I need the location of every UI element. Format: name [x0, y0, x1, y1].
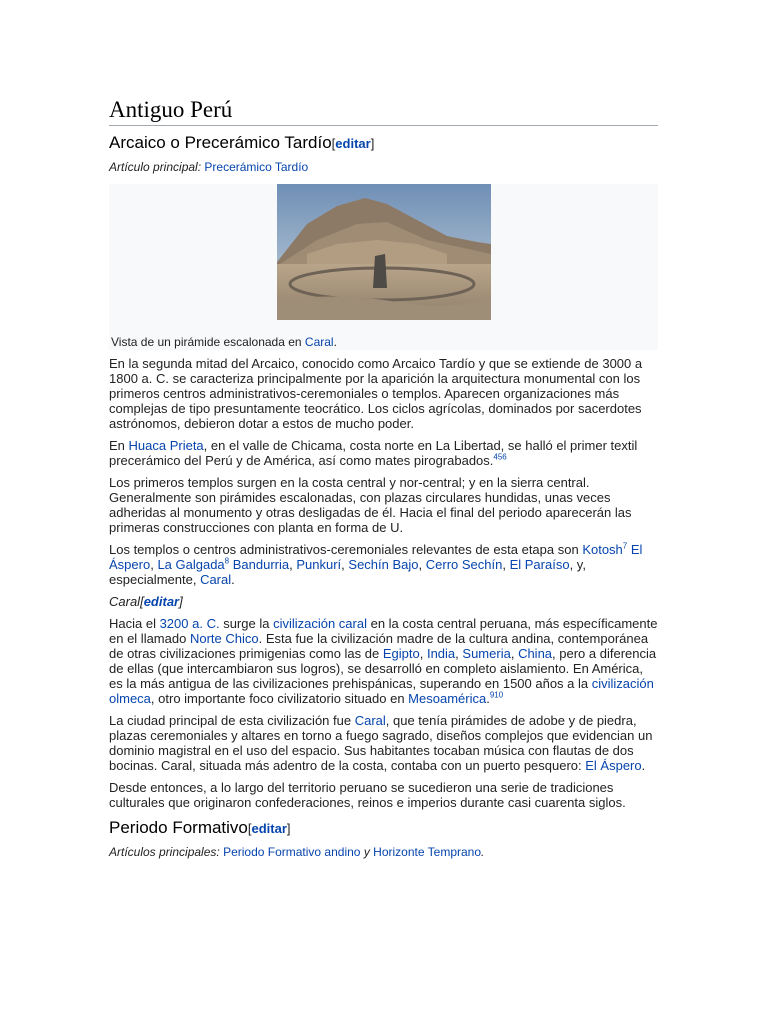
link-mesoamerica[interactable]: Mesoamérica — [408, 691, 487, 706]
section-heading-text: Arcaico o Precerámico Tardío — [109, 133, 332, 152]
edit-link[interactable]: editar — [143, 594, 180, 609]
link-caral[interactable]: Caral — [354, 713, 386, 728]
edit-section-link: [editar] — [140, 594, 183, 609]
link-punkuri[interactable]: Punkurí — [296, 557, 342, 572]
image-caption: Vista de un pirámide escalonada en Caral. — [111, 335, 337, 349]
reference-superscript[interactable]: 910 — [489, 690, 504, 700]
paragraph-6: La ciudad principal de esta civilización fue Caral, que tenía pirámides de adobe y de piedra, plazas ceremoniales y altares en torno a fuego sagrado, diseños complejos que evidencian un dominio magistral en el uso del espacio. Sus habitantes tocaban música con flautas de dos bocinas. Caral, situada más adentro de la costa, contaba con un puerto pesquero: El Áspero. — [109, 713, 653, 773]
page-title: Antiguo Perú — [109, 96, 658, 126]
link-horizonte-temprano[interactable]: Horizonte Temprano — [373, 845, 482, 859]
link-norte-chico[interactable]: Norte Chico — [189, 631, 259, 646]
subheading-caral: Caral[editar] — [109, 594, 183, 609]
edit-section-link: [editar] — [331, 136, 375, 151]
paragraph-4: Los templos o centros administrativos-ceremoniales relevantes de esta etapa son Kotosh$^7$ El Áspero, La Galgada$^8$ Bandurria, Punkurí, Sechín Bajo, Cerro Sechín, El Paraíso, y, especialmente, Caral. — [109, 541, 643, 587]
reference-superscript[interactable]: 8 — [224, 556, 230, 566]
link-civilizacion-olmeca[interactable]: civilización olmeca — [109, 676, 654, 706]
reference-superscript[interactable]: 7 — [622, 541, 628, 551]
link-china[interactable]: China — [518, 646, 553, 661]
link-india[interactable]: India — [426, 646, 456, 661]
link-sechin-bajo[interactable]: Sechín Bajo — [348, 557, 419, 572]
caption-link-caral[interactable]: Caral — [304, 335, 334, 349]
paragraph-1: En la segunda mitad del Arcaico, conocido como Arcaico Tardío y que se extiende de 3000 a 1800 a. C. se caracteriza principalmente por la aparición la arquitectura monumental con los primeros centros administrativos-ceremoniales o templos. Aparecen organizaciones más complejas de tipo presuntamente teocrático. Los ciclos agrícolas, dominados por sacerdotes astrónomos, debieron dotar a estos de mucho poder. — [109, 356, 643, 431]
link-3200-ac[interactable]: 3200 a. C. — [159, 616, 220, 631]
reference-superscript[interactable]: 456 — [493, 452, 507, 462]
link-huaca-prieta[interactable]: Huaca Prieta — [128, 438, 204, 453]
section-heading-formativo — [109, 817, 658, 840]
link-bandurria[interactable]: Bandurria — [232, 557, 290, 572]
link-periodo-formativo-andino[interactable]: Periodo Formativo andino — [223, 845, 361, 859]
link-el-aspero[interactable]: El Áspero — [585, 758, 642, 773]
link-sumeria[interactable]: Sumeria — [462, 646, 511, 661]
edit-link[interactable]: editar — [335, 136, 371, 151]
link-caral[interactable]: Caral — [200, 572, 232, 587]
paragraph-3: Los primeros templos surgen en la costa central y nor-central; y en la sierra central. Generalmente son pirámides escalonadas, con plazas circulares hundidas, unas veces adheridas al monumento y otras desligadas de él. Hacia el final del periodo aparecerán las primeras construcciones con planta en forma de U. — [109, 475, 632, 535]
link-el-paraiso[interactable]: El Paraíso — [509, 557, 570, 572]
thumbnail-figure — [109, 184, 658, 350]
hatnote-main-article: Artículo principal: Precerámico Tardío — [109, 160, 309, 174]
section-heading-text: Periodo Formativo — [109, 818, 248, 837]
link-cerro-sechin[interactable]: Cerro Sechín — [425, 557, 503, 572]
caral-pyramid-image[interactable] — [277, 184, 491, 320]
link-egipto[interactable]: Egipto — [382, 646, 420, 661]
link-la-galgada[interactable]: La Galgada — [157, 557, 225, 572]
edit-link[interactable]: editar — [251, 821, 287, 836]
paragraph-5: Hacia el 3200 a. C. surge la civilización caral en la costa central peruana, más específicamente en el llamado Norte Chico. Esta fue la civilización madre de la cultura andina, contemporánea de otras civilizaciones primigenias como las de Egipto, India, Sumeria, China, pero a diferencia de ellas (que intercambiaron sus logros), se desarrolló en completo aislamiento. En América, es la más antigua de las civilizaciones prehispánicas, superando en 1500 años a la civilización olmeca, otro importante foco civilizatorio situado en Mesoamérica.$^{910}$ — [109, 616, 658, 706]
paragraph-2: En Huaca Prieta, en el valle de Chicama, costa norte en La Libertad, se halló el primer textil precerámico del Perú y de América, así como mates pirograbados.$^{456}$ — [109, 438, 638, 468]
hatnote-main-articles: Artículos principales: Periodo Formativo andino y Horizonte Temprano. — [109, 845, 485, 859]
link-el-aspero[interactable]: El Áspero — [109, 542, 643, 572]
paragraph-7: Desde entonces, a lo largo del territorio peruano se sucedieron una serie de tradiciones culturales que originaron confederaciones, reinos e imperios durante casi cuarenta siglos. — [109, 780, 626, 810]
section-heading-arcaico — [109, 132, 658, 155]
link-civilizacion-caral[interactable]: civilización caral — [273, 616, 367, 631]
article-content — [109, 96, 658, 869]
link-preceramico-tardio[interactable]: Precerámico Tardío — [204, 160, 309, 174]
link-kotosh[interactable]: Kotosh — [582, 542, 623, 557]
edit-section-link: [editar] — [247, 821, 291, 836]
